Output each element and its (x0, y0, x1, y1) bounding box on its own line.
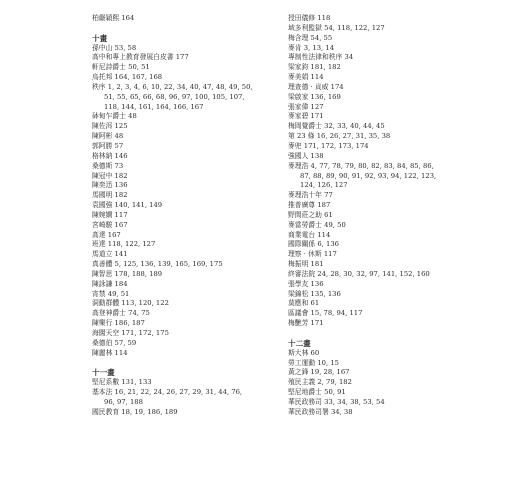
index-entry: 砵甸乍爵士 48 (92, 112, 137, 121)
index-entry: 陳阿彬 48 (92, 132, 124, 141)
index-entry: 國民教育 18, 19, 186, 189 (92, 407, 178, 416)
index-entry: 烏托邦 164, 167, 168 (92, 73, 163, 82)
index-entry-continuation: 124, 126, 127 (300, 181, 348, 190)
index-entry: 梁家鈞 181, 182 (288, 63, 341, 72)
index-entry: 張家偉 127 (288, 102, 324, 111)
index-entry: 勞工運動 10, 15 (288, 358, 339, 367)
index-entry: 馬道立 141 (92, 250, 128, 259)
index-entry: 終審法院 24, 28, 30, 32, 97, 141, 152, 160 (288, 269, 430, 278)
index-entry: 班達 118, 122, 127 (92, 240, 156, 249)
index-entry: 秩序 1, 2, 3, 4, 6, 10, 22, 34, 40, 47, 48, 49, 50, (92, 82, 253, 91)
index-entry: 華民政務司署 34, 38 (288, 407, 353, 416)
index-entry: 洞動群體 113, 120, 122 (92, 299, 169, 308)
index-entry: 高達 167 (92, 230, 121, 239)
index-entry: 張學友 136 (288, 279, 324, 288)
index-entry: 桑德伯 57, 59 (92, 338, 137, 347)
index-entry: 麥理浩十年 77 (288, 191, 333, 200)
index-entry: 郭阿勝 57 (92, 141, 124, 150)
index-entry: 區議會 15, 78, 94, 117 (288, 309, 363, 318)
index-entry-continuation: 118, 144, 161, 164, 166, 167 (104, 102, 204, 111)
index-entry: 高登神爵士 74, 75 (92, 309, 150, 318)
index-entry: 柏嚴穎熙 164 (92, 14, 135, 22)
index-entry: 梅振明 181 (288, 260, 324, 269)
blank-line (92, 24, 292, 34)
index-entry: 梅含理 54, 55 (288, 33, 333, 42)
index-entry: 殖民主義 2, 79, 182 (288, 378, 352, 387)
index-entry: 斯大林 60 (288, 348, 320, 357)
index-entry: 海闊天空 171, 172, 175 (92, 329, 169, 337)
index-entry: 華民政務司 33, 34, 38, 53, 54 (288, 397, 385, 406)
index-entry: 專制性法律和秩序 34 (288, 53, 354, 62)
index-entry-continuation: 87, 88, 89, 90, 91, 92, 93, 94, 122, 123, (300, 171, 437, 180)
index-entry: 麥當勞爵士 49, 50 (288, 220, 346, 229)
section-heading: 十畫 (92, 33, 108, 43)
index-entry: 陳婉嫻 117 (92, 210, 128, 219)
index-entry: 梅岡覺爵士 32, 33, 40, 44, 45 (288, 122, 385, 131)
index-entry: 理察 · 休斯 117 (288, 250, 337, 259)
index-entry: 麥家碧 171 (288, 112, 324, 121)
index-entry: 麥美娟 114 (288, 73, 324, 82)
index-entry-continuation: 51, 55, 65, 66, 68, 96, 97, 100, 105, 107, (104, 92, 245, 101)
index-entry: 梅艷芳 171 (288, 319, 324, 328)
index-entry: 真善體 5, 125, 136, 139, 165, 169, 175 (92, 260, 223, 269)
index-entry: 堅尼系數 131, 133 (92, 378, 152, 387)
index-entry: 陳詠謙 184 (92, 279, 128, 288)
index-entry: 宮崎駿 167 (92, 220, 128, 229)
index-entry: 陳冠中 182 (92, 171, 128, 180)
index-entry: 格林納 146 (92, 151, 128, 160)
index-entry: 孫中山 53, 58 (92, 43, 137, 52)
index-entry: 理查德 · 貢威 174 (288, 82, 344, 91)
blank-line (92, 359, 292, 369)
index-entry: 陳麗林 114 (92, 348, 128, 357)
index-entry: 陳佐洱 125 (92, 122, 128, 131)
index-entry: 高中和專上教育發展白皮書 177 (92, 53, 189, 62)
index-entry: 麥兜 171, 172, 173, 174 (288, 141, 369, 150)
index-entry: 陳奕迅 136 (92, 181, 128, 190)
index-entry: 梁錦松 135, 136 (288, 289, 341, 298)
index-entry: 推普廣尊 187 (288, 201, 331, 210)
index-entry: 域多利監獄 54, 118, 122, 127 (288, 23, 385, 32)
index-entry: 商業電台 114 (288, 230, 331, 239)
index-entry: 馬國明 182 (92, 191, 128, 200)
index-entry: 陳樂行 186, 187 (92, 319, 145, 328)
index-entry: 陳智思 178, 188, 189 (92, 269, 163, 278)
index-entry: 莫應和 61 (288, 299, 320, 308)
index-entry-continuation: 96, 97, 188 (104, 397, 143, 406)
index-entry: 麥理浩 4, 77, 78, 79, 80, 82, 83, 84, 85, 86, (288, 161, 434, 170)
index-entry: 梁啟家 136, 169 (288, 92, 341, 101)
index-entry: 基本法 16, 21, 22, 24, 26, 27, 29, 31, 44, 76, (92, 388, 243, 397)
index-entry: 袁國強 140, 141, 149 (92, 201, 163, 210)
index-column-right (288, 14, 488, 418)
blank-line (288, 329, 488, 339)
index-entry: 軒尼詩爵士 50, 51 (92, 63, 150, 72)
index-entry: 第 23 條 16, 26, 27, 31, 35, 38 (288, 132, 391, 141)
section-heading: 十二畫 (288, 338, 311, 348)
index-entry: 野間莊之助 61 (288, 210, 333, 219)
index-entry: 麥肯 3, 13, 14 (288, 43, 335, 52)
index-entry: 國際關係 6, 136 (288, 240, 339, 249)
section-heading: 十一畫 (92, 368, 115, 378)
index-entry: 堅尼地爵士 50, 91 (288, 388, 346, 397)
index-entry: 強國人 138 (288, 151, 324, 160)
index-entry: 桑德斯 73 (92, 161, 124, 170)
index-column-left (92, 14, 292, 418)
index-entry: 授田儀修 118 (288, 14, 331, 22)
index-entry: 宵禁 49, 51 (92, 289, 130, 298)
index-entry: 黃之鋒 19, 28, 167 (288, 368, 350, 377)
